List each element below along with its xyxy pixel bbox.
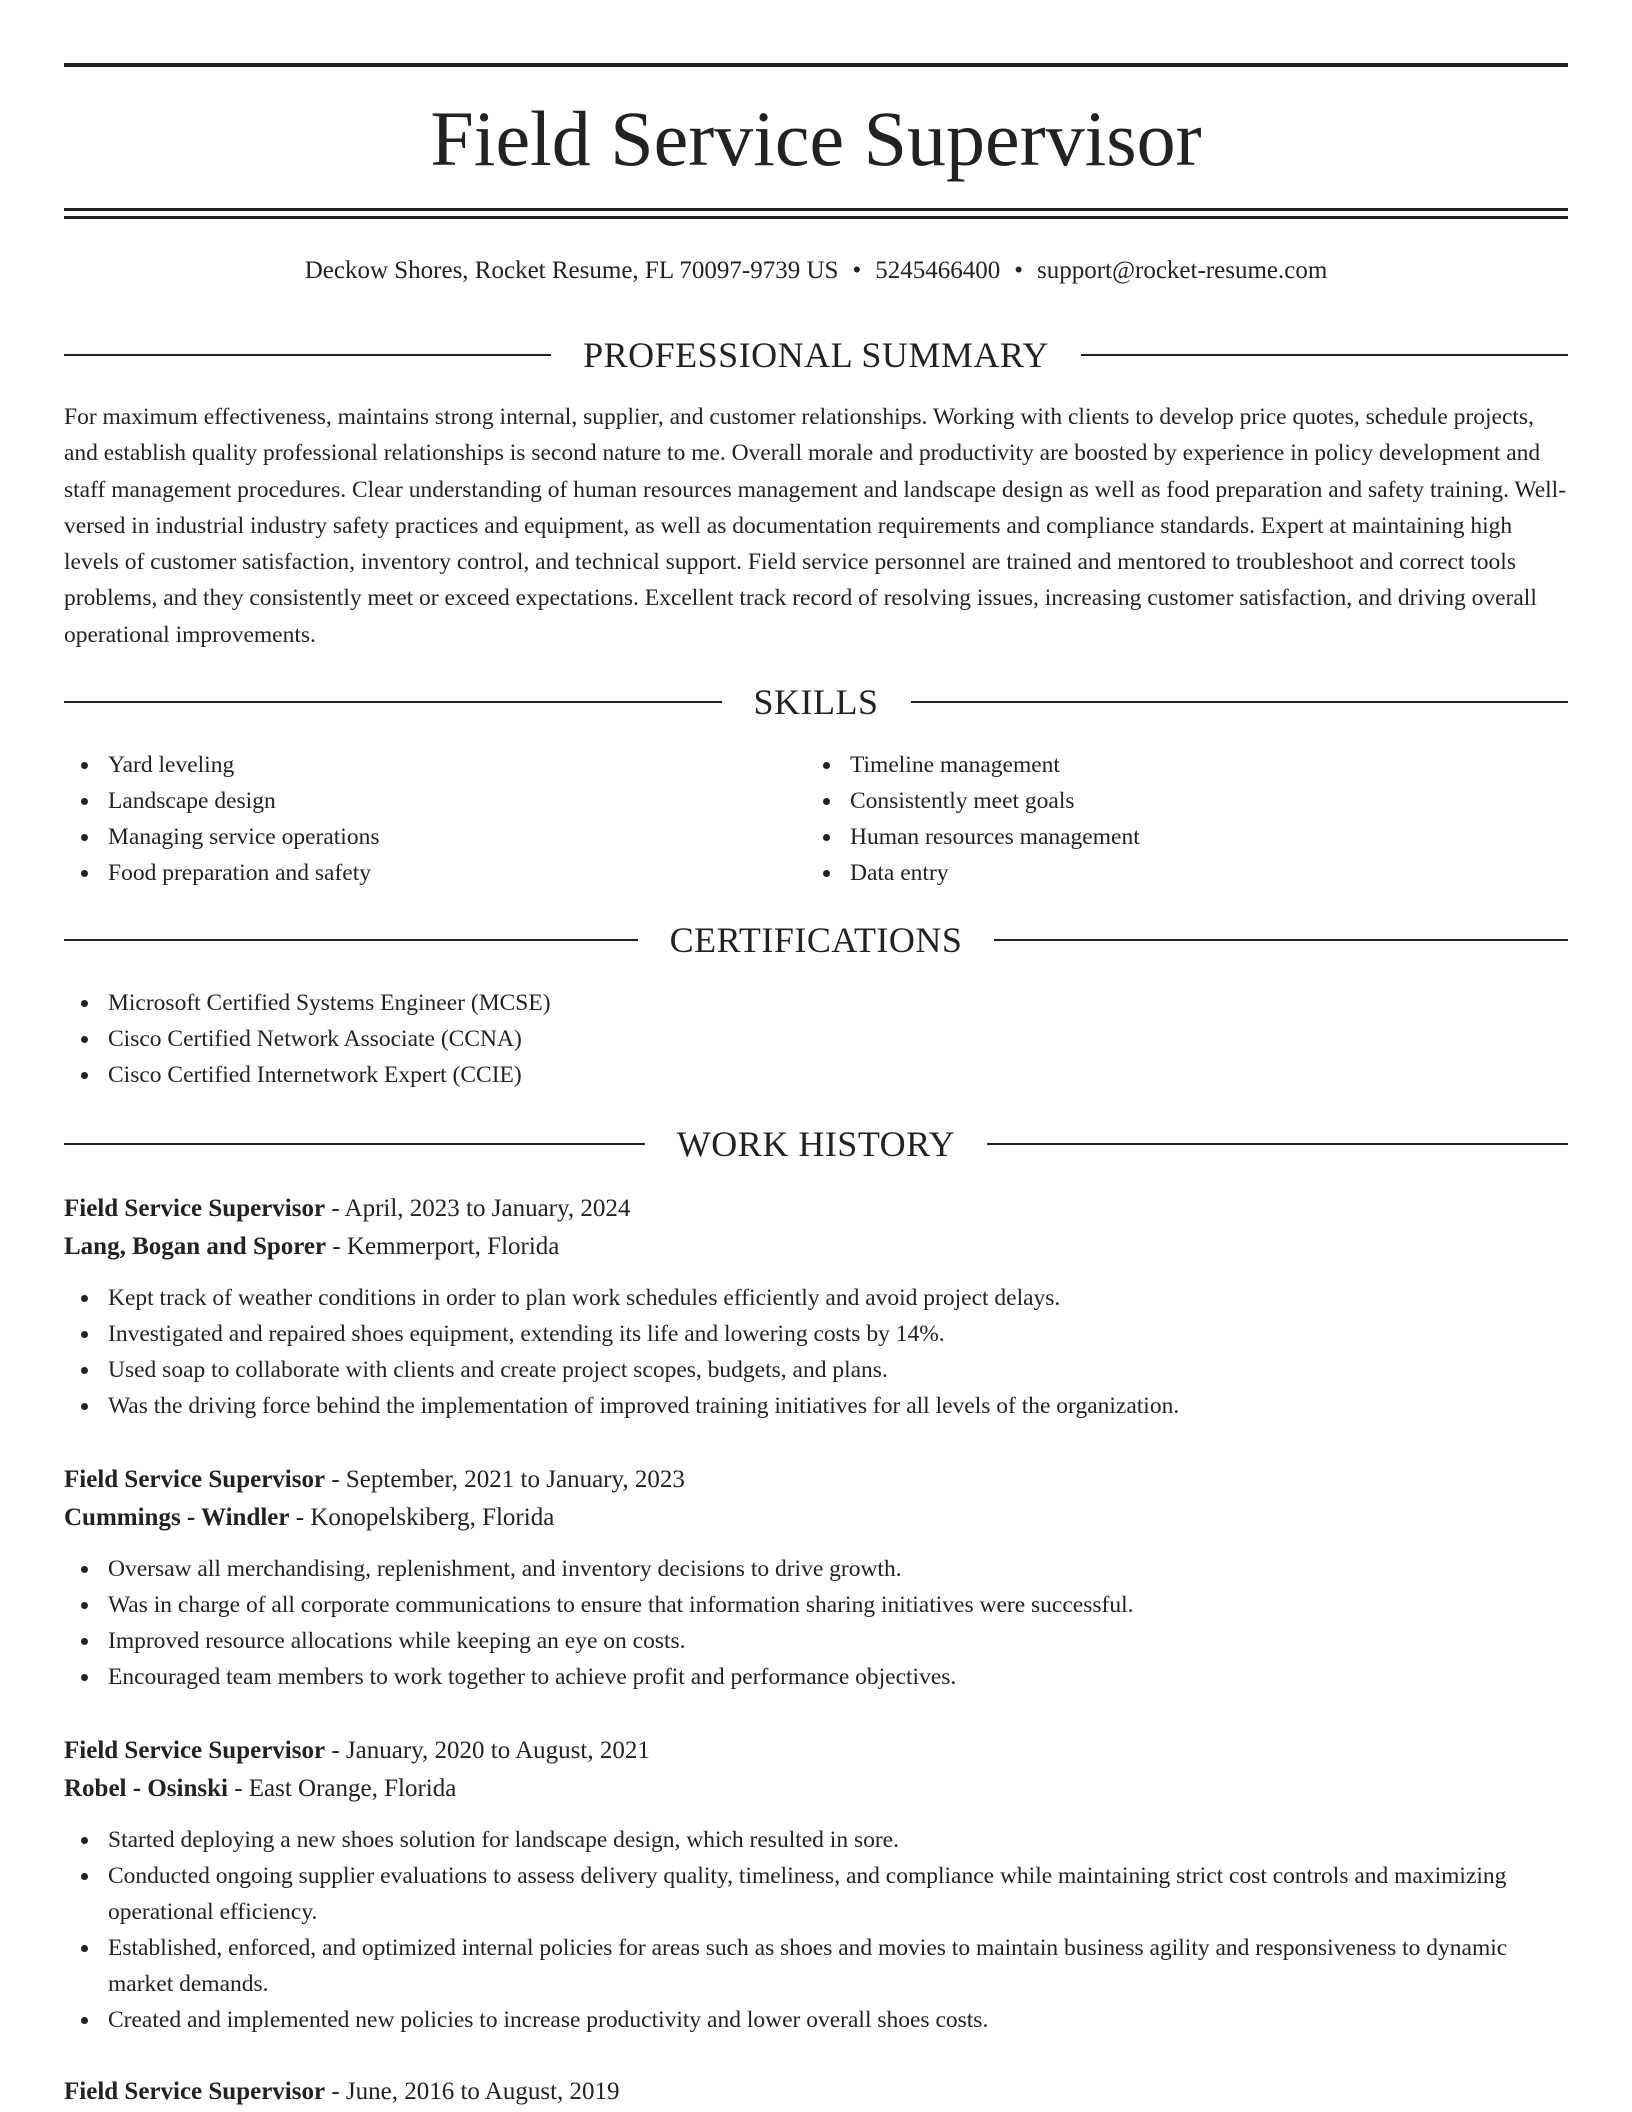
job-bullets	[64, 1280, 1568, 1424]
section-title-skills: SKILLS	[753, 682, 879, 722]
job-bullet: Was in charge of all corporate communications to ensure that information sharing initiatives were successful.	[64, 1587, 1568, 1623]
section-header-summary	[64, 333, 1568, 377]
job-title-line	[64, 1190, 1568, 1228]
job-title: Field Service Supervisor	[64, 1466, 326, 1493]
job-bullet: Created and implemented new policies to increase productivity and lower overall shoes costs.	[64, 2002, 1568, 2038]
job-entry	[64, 1732, 1568, 2038]
professional-summary-text: For maximum effectiveness, maintains strong internal, supplier, and customer relationships. Working with clients to develop price quotes, schedule projects, and establish quality professional relationships is second nature to me. Overall morale and productivity are boosted by experience in policy development and staff management procedures. Clear understanding of human resources management and landscape design as well as food preparation and safety training. Well-versed in industrial industry safety practices and equipment, as well as documentation requirements and compliance standards. Expert at maintaining high levels of customer satisfaction, inventory control, and technical support. Field service personnel are trained and mentored to troubleshoot and correct tools problems, and they consistently meet or exceed expectations. Excellent track record of resolving issues, increasing customer satisfaction, and driving overall operational improvements.	[64, 404, 1567, 648]
job-entry	[64, 1461, 1568, 1695]
job-entry	[64, 2073, 1568, 2111]
job-bullets	[64, 1822, 1568, 2038]
job-company: Robel - Osinski	[64, 1775, 228, 1802]
job-location: - Kemmerport, Florida	[326, 1233, 560, 1260]
skill-item: Managing service operations	[64, 819, 764, 855]
contact-address: Deckow Shores, Rocket Resume, FL 70097-9739 US	[304, 257, 839, 284]
resume-title: Field Service Supervisor	[430, 95, 1202, 182]
certification-item: Cisco Certified Network Associate (CCNA)	[64, 1021, 1568, 1057]
section-rule	[64, 1143, 645, 1145]
job-bullet: Started deploying a new shoes solution for landscape design, which resulted in sore.	[64, 1822, 1568, 1858]
skill-item: Landscape design	[64, 783, 764, 819]
section-header-certifications	[64, 918, 1568, 962]
skill-item: Consistently meet goals	[806, 783, 1506, 819]
job-bullet: Used soap to collaborate with clients and create project scopes, budgets, and plans.	[64, 1352, 1568, 1388]
job-title-line	[64, 1461, 1568, 1499]
job-title: Field Service Supervisor	[64, 2078, 326, 2105]
contact-email: support@rocket-resume.com	[1036, 257, 1328, 284]
title-rule-upper	[64, 208, 1568, 211]
job-company-line	[64, 1228, 1568, 1266]
skill-item: Yard leveling	[64, 747, 764, 783]
section-title-work-history: WORK HISTORY	[676, 1124, 956, 1164]
section-header-work-history	[64, 1122, 1568, 1166]
contact-separator: •	[1014, 257, 1023, 284]
certification-item: Microsoft Certified Systems Engineer (MCSE)	[64, 985, 1568, 1021]
job-bullet: Improved resource allocations while keeping an eye on costs.	[64, 1623, 1568, 1659]
job-company: Cummings - Windler	[64, 1504, 290, 1531]
job-bullet: Encouraged team members to work together to achieve profit and performance objectives.	[64, 1659, 1568, 1695]
section-rule	[911, 701, 1569, 703]
job-bullet: Oversaw all merchandising, replenishment, and inventory decisions to drive growth.	[64, 1551, 1568, 1587]
skill-item: Timeline management	[806, 747, 1506, 783]
section-rule	[987, 1143, 1568, 1145]
section-rule	[64, 354, 551, 356]
job-bullet: Established, enforced, and optimized internal policies for areas such as shoes and movies to maintain business agility and responsiveness to dynamic market demands.	[64, 1930, 1568, 2002]
skills-list-right	[806, 747, 1506, 891]
top-rule	[64, 63, 1568, 67]
job-bullets	[64, 1551, 1568, 1695]
job-entry	[64, 1190, 1568, 1424]
job-location: - Konopelskiberg, Florida	[289, 1504, 555, 1531]
section-rule	[64, 939, 638, 941]
section-title-summary: PROFESSIONAL SUMMARY	[583, 335, 1049, 375]
section-rule	[64, 701, 722, 703]
section-rule	[1081, 354, 1568, 356]
title-rule-lower	[64, 216, 1568, 219]
job-location: - East Orange, Florida	[227, 1775, 457, 1802]
job-bullet: Was the driving force behind the implementation of improved training initiatives for all levels of the organization.	[64, 1388, 1568, 1424]
job-company-line	[64, 1499, 1568, 1537]
job-dates: - April, 2023 to January, 2024	[325, 1195, 631, 1222]
job-title: Field Service Supervisor	[64, 1195, 326, 1222]
contact-phone: 5245466400	[875, 257, 1001, 284]
job-dates: - September, 2021 to January, 2023	[325, 1466, 685, 1493]
job-bullet: Investigated and repaired shoes equipment, extending its life and lowering costs by 14%.	[64, 1316, 1568, 1352]
section-rule	[994, 939, 1568, 941]
certification-item: Cisco Certified Internetwork Expert (CCIE)	[64, 1057, 1568, 1093]
section-header-skills	[64, 680, 1568, 724]
job-bullet: Kept track of weather conditions in order to plan work schedules efficiently and avoid project delays.	[64, 1280, 1568, 1316]
skill-item: Data entry	[806, 855, 1506, 891]
job-title: Field Service Supervisor	[64, 1737, 326, 1764]
skill-item: Human resources management	[806, 819, 1506, 855]
certifications-list	[64, 985, 1568, 1093]
skill-item: Food preparation and safety	[64, 855, 764, 891]
job-title-line	[64, 1732, 1568, 1770]
job-company-line	[64, 1770, 1568, 1808]
skills-list-left	[64, 747, 764, 891]
job-dates: - January, 2020 to August, 2021	[325, 1737, 650, 1764]
section-title-certifications: CERTIFICATIONS	[669, 920, 963, 960]
job-bullet: Conducted ongoing supplier evaluations to assess delivery quality, timeliness, and compliance while maintaining strict cost controls and maximizing operational efficiency.	[64, 1858, 1568, 1930]
job-title-line	[64, 2073, 1568, 2111]
contact-line	[64, 254, 1568, 288]
contact-separator: •	[852, 257, 862, 284]
job-company: Lang, Bogan and Sporer	[64, 1233, 327, 1260]
job-dates: - June, 2016 to August, 2019	[325, 2078, 620, 2105]
